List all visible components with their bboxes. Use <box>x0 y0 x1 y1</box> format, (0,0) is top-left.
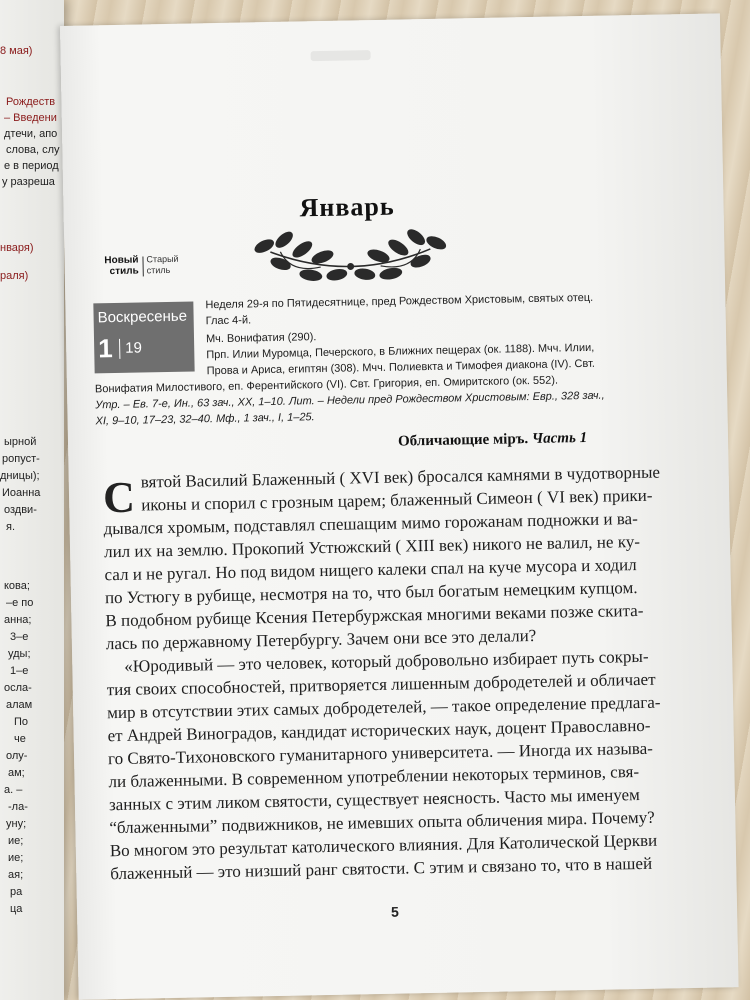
left-page-text-fragment: у разреша <box>2 176 55 188</box>
article-line: «Юродивый — это человек, который добровольно избирает путь сокры- <box>124 646 649 676</box>
left-page-text-fragment: 3–е <box>10 631 29 643</box>
article-line: мир в отсутствии этих самых добродетелей, — такое определение предлага- <box>107 692 661 723</box>
left-page-text-fragment: дницы); <box>0 470 40 482</box>
left-page-text-fragment: 1–е <box>10 665 29 677</box>
article-line: го Свято-Тихоновского гуманитарного университета. — Иногда их называ- <box>107 738 653 769</box>
left-page-text-fragment: дтечи, апо <box>4 128 58 140</box>
left-page-text-fragment: ырной <box>4 436 37 448</box>
old-style-label: Старый стиль <box>146 253 179 276</box>
left-page-text-fragment: слова, слу <box>6 144 60 156</box>
calendar-line: Неделя 29-я по Пятидесятнице, пред Рождеством Христовым, святых отец. <box>205 291 594 312</box>
left-page-edge <box>0 0 64 1000</box>
left-page-text-fragment: ам; <box>8 767 25 779</box>
article-title-text: Обличающие міръ. <box>397 431 529 450</box>
calendar-line: Прп. Илии Муромца, Печерского, в Ближних пещерах (ок. 1188). Мчч. Илии, <box>206 341 595 362</box>
left-page-text-fragment: уну; <box>6 818 27 830</box>
article-title <box>398 430 587 451</box>
page-number: 5 <box>390 903 400 920</box>
left-page-text-fragment: ие; <box>8 852 24 864</box>
left-page-text-fragment: раля) <box>0 270 29 282</box>
calendar-line: Прова и Ариса, египтян (308). Мчч. Полиевкта и Тимофея диакона (IV). Свт. <box>206 357 596 378</box>
left-page-text-fragment: –е по <box>6 597 34 609</box>
left-page-text-fragment: Иоанна <box>2 487 41 499</box>
article-part: Часть 1 <box>531 429 588 448</box>
left-page-text-fragment: По <box>14 716 29 728</box>
left-page-text-fragment: ропуст- <box>2 453 40 465</box>
article-line: Во многом это результат католического влияния. Для Католической Церкви <box>109 830 658 861</box>
calendar-line: Глас 4-й. <box>205 314 252 328</box>
calendar-line: Утр. – Ев. 7-е, Ин., 63 зач., XX, 1–10. Лит. – Недели пред Рождеством Христовым: Евр., 328 зач., <box>95 389 605 412</box>
left-page-text-fragment: кова; <box>4 580 30 592</box>
left-page-text-fragment: е в период <box>4 160 59 172</box>
article-line: ет Андрей Виноградов, кандидат исторических наук, доцент Православно- <box>107 715 651 746</box>
calendar-line: XI, 9–10, 17–23, 32–40. Мф., 1 зач., I, 1–25. <box>95 411 315 428</box>
left-page-text-fragment: ца <box>10 903 23 915</box>
book-page <box>60 13 739 999</box>
left-page-text-fragment: осла- <box>4 682 32 694</box>
left-page-text-fragment: я. <box>6 521 16 533</box>
article-line: иконы и спорил с грозным царем; блаженный Симеон ( VI век) прики- <box>141 485 653 515</box>
month-title: Январь <box>299 191 395 223</box>
left-page-text-fragment: оздви- <box>4 504 37 516</box>
article-line: ли блаженными. В современном употреблении некоторых терминов, свя- <box>108 762 640 792</box>
article-line: “блаженными” подвижников, не имевших опыта обличения мира. Почему? <box>109 807 655 838</box>
calendar-line: Мч. Вонифатия (290). <box>205 331 317 346</box>
old-style-date: 19 <box>125 339 143 357</box>
new-style-date: 1 <box>97 333 113 364</box>
left-page-text-fragment: анна; <box>4 614 32 626</box>
article-line: блаженный — это низший ранг святости. С этим и связано то, что в нашей <box>110 853 653 884</box>
weekday-label: Воскресенье <box>97 307 188 327</box>
new-style-label: Новый стиль <box>104 254 139 278</box>
article-line: лась по державному Петербургу. Зачем они все это делали? <box>105 625 537 654</box>
day-box <box>93 301 194 373</box>
leaf-ornament-icon <box>250 219 451 293</box>
legend-divider <box>142 256 143 276</box>
left-page-text-fragment: ие; <box>8 835 24 847</box>
article-line: по Устюгу в рубище, несмотря на то, что был богатым немецким купцом. <box>104 578 638 608</box>
left-page-text-fragment: олу- <box>6 750 28 762</box>
calendar-line: Вонифатия Милостивого, еп. Ферентийского (VI). Свт. Григория, еп. Омиритского (ок. 552). <box>94 374 559 396</box>
left-page-text-fragment: Рождеств <box>6 96 56 108</box>
date-divider <box>119 339 120 359</box>
article-line: лил их на землю. Прокопий Устюжский ( XIII век) никого не валил, не ку- <box>103 531 641 562</box>
left-page-text-fragment: уды; <box>8 648 31 660</box>
left-page-text-fragment: 8 мая) <box>0 45 33 57</box>
left-page-text-fragment: че <box>14 733 26 745</box>
article-line: вятой Василий Блаженный ( XVI век) бросался камнями в чудотворные <box>140 462 661 492</box>
article-line: занных с этим ликом святости, существует неясность. Часто мы именуем <box>108 785 640 815</box>
left-page-text-fragment: а. – <box>4 784 23 796</box>
left-page-text-fragment: ая; <box>8 869 24 881</box>
drop-cap: С <box>102 472 136 523</box>
left-page-text-fragment: -ла- <box>8 801 28 813</box>
left-page-text-fragment: ра <box>10 886 23 898</box>
article-line: сал и не ругал. Но под видом нищего калеки спал на куче мусора и ходил <box>104 555 637 585</box>
left-page-text-fragment: нваря) <box>0 242 34 254</box>
article-line: тия своих способностей, притворяется лишенным добродетелей и обличает <box>106 669 656 700</box>
left-page-text-fragment: – Введени <box>4 112 57 124</box>
article-line: В подобном рубище Ксения Петербуржская многими веками позже скита- <box>105 600 644 631</box>
show-through-header <box>311 50 371 61</box>
article-line: дывался хромым, подставлял спешащим мимо горожанам подножки и ва- <box>103 509 638 539</box>
left-page-text-fragment: алам <box>6 699 33 711</box>
